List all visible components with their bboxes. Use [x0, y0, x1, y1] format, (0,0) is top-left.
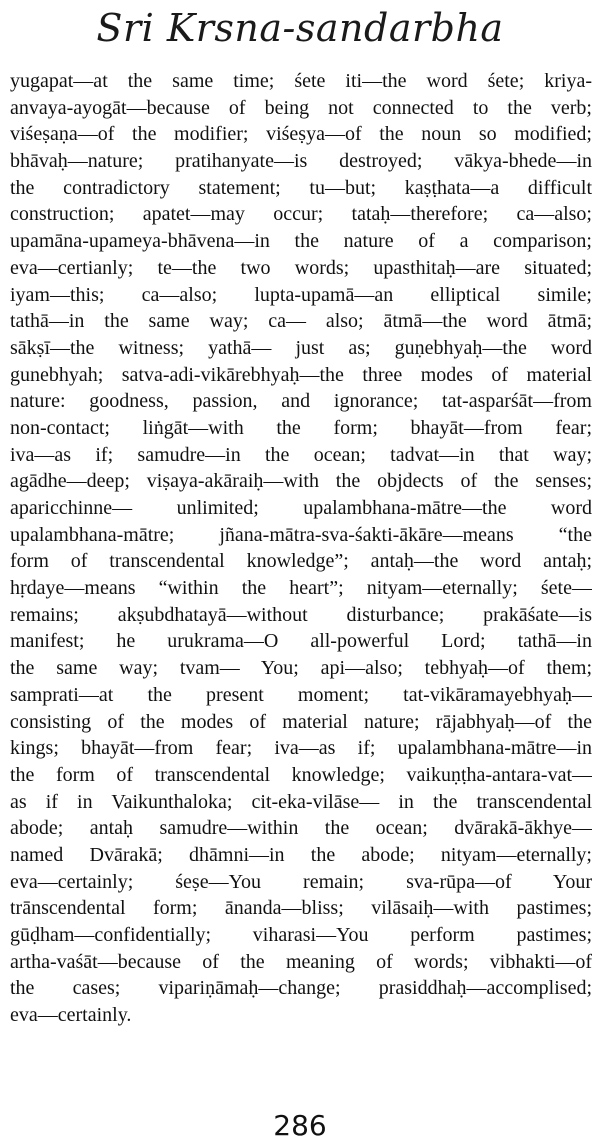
text-line: iyam—this; ca—also; lupta-upamā—an elliptical simile; — [10, 283, 592, 306]
text-line: the cases; vipariṇāmaḥ—change; prasiddhaḥ—accomplised; — [10, 977, 592, 1000]
text-line: anvaya-ayogāt—because of being not connected to the verb; — [10, 96, 592, 119]
text-line: eva—certianly; te—the two words; upasthitaḥ—are situated; — [10, 256, 592, 279]
text-line: viśeṣaṇa—of the modifier; viśeṣya—of the noun so modified; — [10, 123, 592, 146]
text-line: trānscendental form; ānanda—bliss; vilāsaiḥ—with pastimes; — [10, 897, 592, 920]
text-line: upalambhana-mātre; jñana-mātra-sva-śakti-ākāre—means “the — [10, 523, 592, 546]
text-line: yugapat—at the same time; śete iti—the word śete; kriya- — [10, 70, 592, 92]
text-line: eva—certainly. — [10, 1004, 132, 1027]
text-line: bhāvaḥ—nature; pratihanyate—is destroyed; vākya-bhede—in — [10, 150, 592, 173]
text-line: gūḍham—confidentially; viharasi—You perform pastimes; — [10, 924, 592, 946]
text-line: the form of transcendental knowledge; vaikuṇṭha-antara-vat— — [10, 763, 592, 786]
text-line: named Dvārakā; dhāmni—in the abode; nityam—eternally; — [10, 843, 592, 866]
text-line: sākṣī—the witness; yathā— just as; guṇebhyaḥ—the word — [10, 336, 592, 359]
glossary-paragraph — [10, 68, 592, 1029]
text-line: manifest; he urukrama—O all-powerful Lord; tathā—in — [10, 630, 592, 653]
text-line: gunebhyah; satva-adi-vikārebhyaḥ—the three modes of material — [10, 363, 592, 386]
page-title: Sri Krsna-sandarbha — [96, 6, 504, 50]
text-line: non-contact; liṅgāt—with the form; bhayāt—from fear; — [10, 416, 592, 439]
text-line: form of transcendental knowledge”; antaḥ—the word antaḥ; — [10, 550, 592, 573]
text-line: nature: goodness, passion, and ignorance; tat-asparśāt—from — [10, 390, 592, 413]
text-line: as if in Vaikunthaloka; cit-eka-vilāse— in the transcendental — [10, 790, 592, 813]
text-line: abode; antaḥ samudre—within the ocean; dvārakā-ākhye— — [10, 817, 592, 840]
page-number: 286 — [273, 1109, 327, 1142]
text-line: aparicchinne— unlimited; upalambhana-mātre—the word — [10, 497, 592, 519]
text-line: eva—certainly; śeṣe—You remain; sva-rūpa—of Your — [10, 870, 592, 893]
text-line: tathā—in the same way; ca— also; ātmā—the word ātmā; — [10, 310, 592, 333]
text-line: samprati—at the present moment; tat-vikāramayebhyaḥ— — [10, 683, 592, 706]
text-line: kings; bhayāt—from fear; iva—as if; upalambhana-mātre—in — [10, 737, 592, 760]
text-line: iva—as if; samudre—in the ocean; tadvat—in that way; — [10, 443, 592, 466]
text-line: agādhe—deep; viṣaya-akāraiḥ—with the objdects of the senses; — [10, 470, 592, 493]
text-line: consisting of the modes of material nature; rājabhyaḥ—of the — [10, 710, 592, 733]
text-line: artha-vaśāt—because of the meaning of words; vibhakti—of — [10, 950, 592, 973]
text-line: construction; apatet—may occur; tataḥ—therefore; ca—also; — [10, 203, 592, 226]
text-line: the contradictory statement; tu—but; kaṣṭhata—a difficult — [10, 176, 592, 199]
text-line: hṛdaye—means “within the heart”; nityam—eternally; śete— — [10, 577, 592, 600]
text-line: remains; akṣubdhatayā—without disturbance; prakāśate—is — [10, 603, 592, 626]
text-line: upamāna-upameya-bhāvena—in the nature of a comparison; — [10, 230, 592, 253]
text-line: the same way; tvam— You; api—also; tebhyaḥ—of them; — [10, 657, 592, 680]
